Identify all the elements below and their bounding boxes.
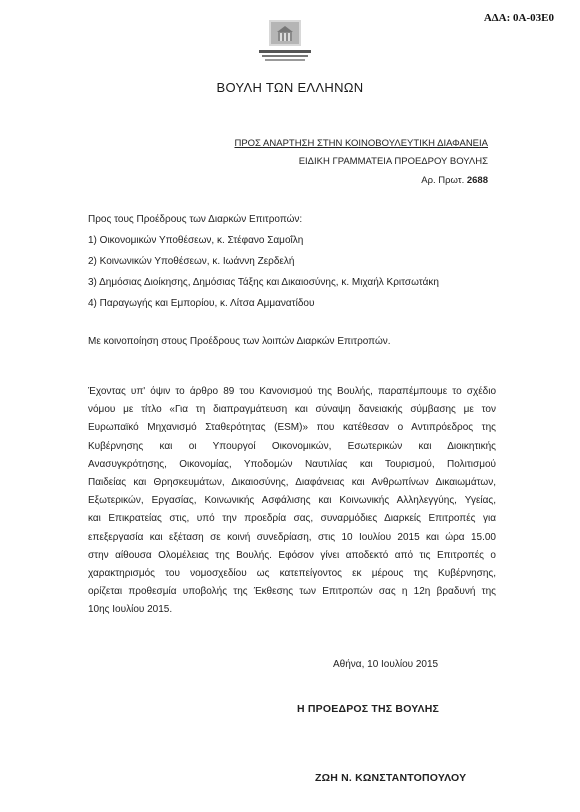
parliament-emblem-icon (257, 18, 313, 66)
signer-name: ΖΩΗ Ν. ΚΩΝΣΤΑΝΤΟΠΟΥΛΟΥ (315, 772, 467, 784)
header-line-publication: ΠΡΟΣ ΑΝΑΡΤΗΣΗ ΣΤΗΝ ΚΟΙΝΟΒΟΥΛΕΥΤΙΚΗ ΔΙΑΦΑΝΕΙΑ (234, 138, 488, 149)
recipient-item: 1) Οικονομικών Υποθέσεων, κ. Στέφανο Σαμοΐλη (88, 235, 304, 246)
body-line: Ευρωπαϊκό Μηχανισμό Σταθερότητας (ESM)» που κατέθεσαν ο Αντιπρόεδρος της (88, 422, 496, 434)
body-line: 10ης Ιουλίου 2015. (88, 604, 173, 616)
protocol-value: 2688 (466, 175, 488, 186)
organization-name: ΒΟΥΛΗ ΤΩΝ ΕΛΛΗΝΩΝ (216, 80, 364, 95)
cc-notice: Με κοινοποίηση στους Προέδρους των λοιπών Διαρκών Επιτροπών. (88, 336, 391, 347)
recipient-item: 3) Δημόσιας Διοίκησης, Δημόσιας Τάξης και Δικαιοσύνης, κ. Μιχαήλ Κριτσωτάκη (88, 277, 439, 288)
body-line: ορίζεται προθεσμία υποβολής της Έκθεσης των Επιτροπών σας η 12η βραδυνή της (88, 586, 496, 598)
recipient-item: 2) Κοινωνικών Υποθέσεων, κ. Ιωάννη Ζερδελή (88, 256, 295, 267)
body-line: νόμου με τίτλο «Για τη διαπραγμάτευση και σύναψη δανειακής σύμβασης με τον (88, 404, 496, 416)
body-line: Έχοντας υπ' όψιν το άρθρο 89 του Κανονισμού της Βουλής, παραπέμπουμε το σχέδιο (88, 386, 496, 397)
recipients-block (88, 214, 439, 319)
body-line: χαρακτηρισμός του νομοσχεδίου ως κατεπείγοντος εκ μέρους της Κυβέρνησης, (88, 567, 496, 579)
header-line-secretariat: ΕΙΔΙΚΗ ΓΡΑΜΜΑΤΕΙΑ ΠΡΟΕΔΡΟΥ ΒΟΥΛΗΣ (298, 156, 488, 167)
protocol-label: Αρ. Πρωτ. (421, 175, 465, 186)
body-line: Εξωτερικών, Εργασίας, Κοινωνικής Ασφάλισης και Κοινωνικής Αλληλεγγύης, Υγείας, (88, 495, 496, 507)
recipients-intro: Προς τους Προέδρους των Διαρκών Επιτροπών: (88, 214, 303, 225)
document-date: Αθήνα, 10 Ιουλίου 2015 (333, 659, 439, 670)
protocol-number (421, 175, 488, 186)
ada-code: ΑΔΑ: 0Α-03Ε0 (483, 12, 554, 24)
body-line: Κυβέρνησης και οι Υπουργοί Οικονομικών, Εσωτερικών και Διοικητικής (88, 440, 496, 452)
president-title: Η ΠΡΟΕΔΡΟΣ ΤΗΣ ΒΟΥΛΗΣ (297, 703, 440, 715)
body-line: και Επικρατείας στις, υπό την προεδρία σας, συναρμόδιες Διαρκείς Επιτροπές για (88, 513, 496, 525)
body-paragraph (88, 383, 496, 619)
body-line: Παιδείας και Θρησκευμάτων, Δικαιοσύνης, Διαφάνειας και Ανθρωπίνων Δικαιωμάτων, (88, 476, 496, 488)
body-line: στην αίθουσα Ολομέλειας της Βουλής. Εφόσον γίνει αποδεκτό από τις Επιτροπές ο (88, 549, 496, 561)
recipient-item: 4) Παραγωγής και Εμπορίου, κ. Λίτσα Αμμανατίδου (88, 298, 315, 309)
body-line: Ανασυγκρότησης, Οικονομίας, Υποδομών Ναυτιλίας και Τουρισμού, Πολιτισμού (88, 458, 496, 470)
body-line: επεξεργασία και εξέταση σε κοινή συνεδρίαση, στις 10 Ιουλίου 2015 και ώρα 15.00 (88, 531, 496, 543)
